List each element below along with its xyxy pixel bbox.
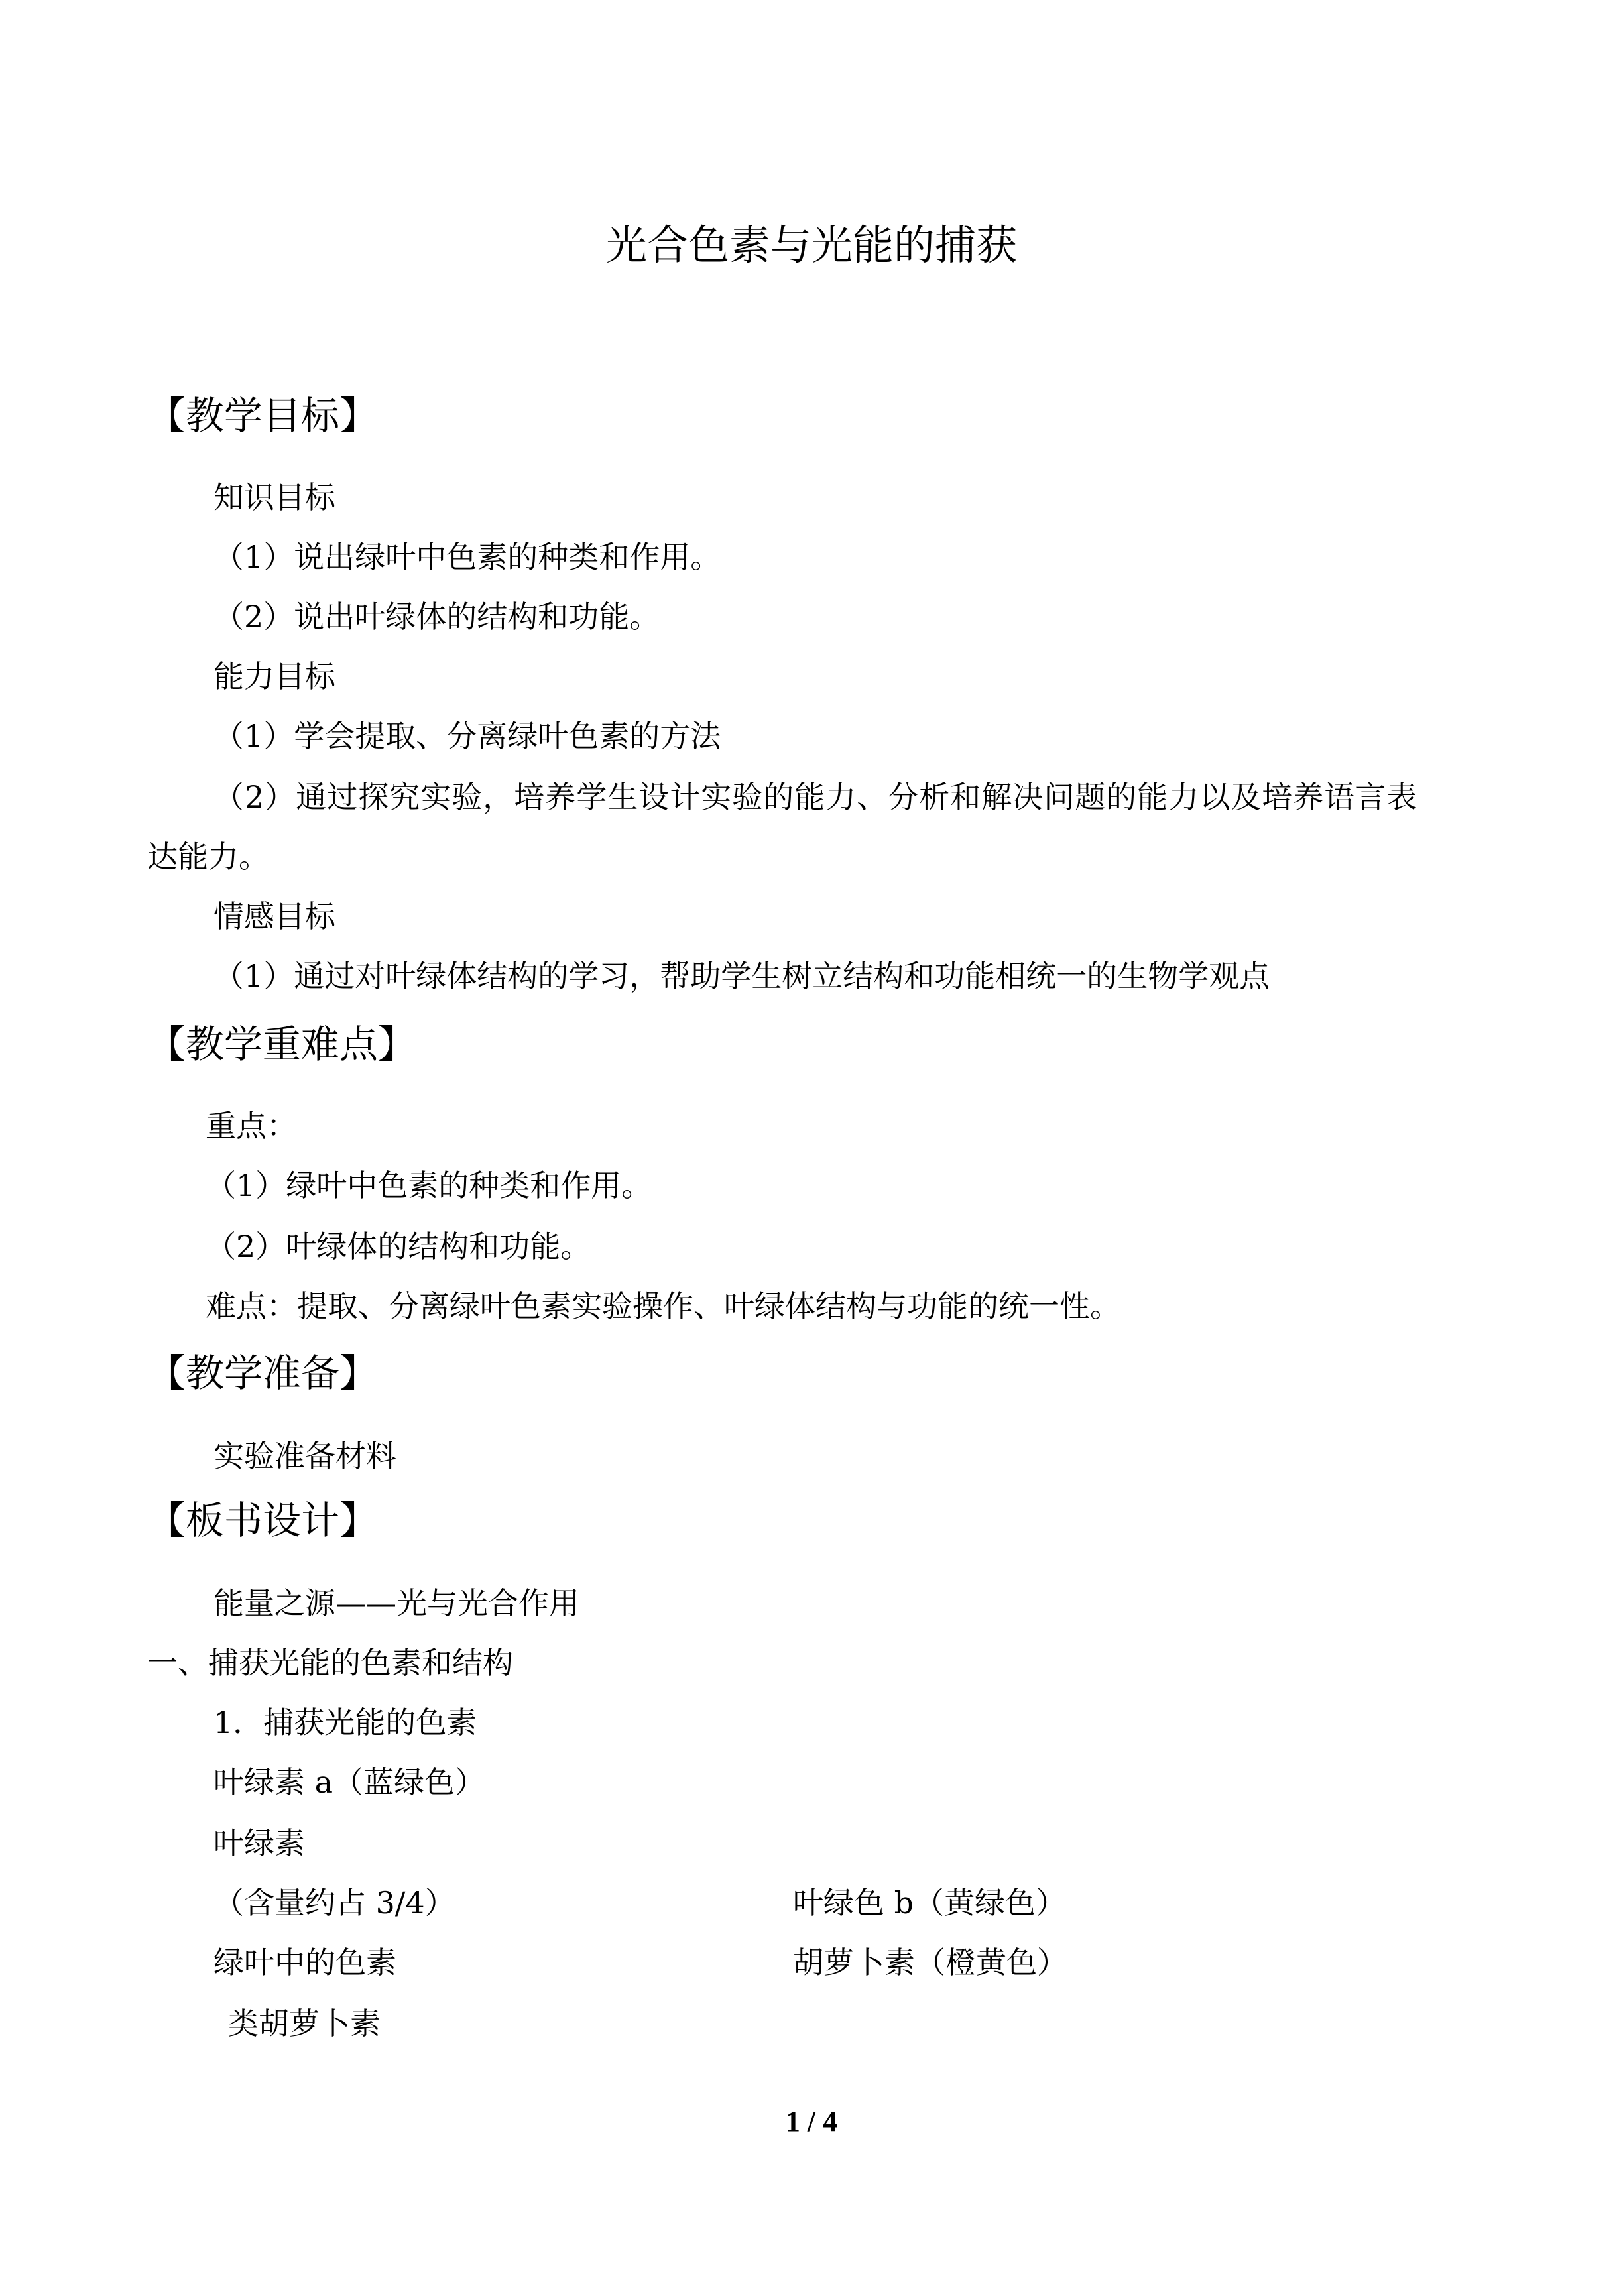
key-label: 重点： [206,1108,297,1144]
difficult-points: 难点：提取、分离绿叶色素实验操作、叶绿体结构与功能的统一性。 [206,1288,1120,1324]
key-item-1: （1）绿叶中色素的种类和作用。 [206,1168,652,1203]
board-line-7-left: 绿叶中的色素 [213,1945,396,1980]
board-line-6-left: （含量约占 3/4） [213,1885,455,1921]
ability-label: 能力目标 [213,658,335,694]
ability-item-2-line-1: （2）通过探究实验，培养学生设计实验的能力、分析和解决问题的能力以及培养语言表 [213,779,1418,815]
knowledge-label: 知识目标 [213,479,335,515]
board-line-2: 一、捕获光能的色素和结构 [147,1645,513,1681]
key-points-heading: 【教学重难点】 [147,1022,417,1067]
knowledge-item-2: （2）说出叶绿体的结构和功能。 [213,599,660,634]
board-line-5: 叶绿素 [213,1825,305,1861]
board-line-6-right: 叶绿色 b（黄绿色） [793,1885,1067,1921]
ability-item-2-line-2: 达能力。 [147,839,269,875]
board-line-1: 能量之源——光与光合作用 [213,1585,579,1621]
board-line-8: 类胡萝卜素 [228,2006,381,2041]
page-title: 光合色素与光能的捕获 [605,221,1017,269]
page-number: 1 / 4 [785,2105,838,2138]
key-item-2: （2）叶绿体的结构和功能。 [206,1229,591,1264]
board-line-7-right: 胡萝卜素（橙黄色） [793,1945,1067,1980]
board-line-4: 叶绿素 a（蓝绿色） [213,1764,486,1800]
objectives-heading: 【教学目标】 [147,393,379,438]
board-line-3: 1．捕获光能的色素 [213,1705,477,1740]
board-heading: 【板书设计】 [147,1498,379,1543]
preparation-content: 实验准备材料 [213,1438,396,1474]
ability-item-1: （1）学会提取、分离绿叶色素的方法 [213,718,721,754]
emotion-item-1: （1）通过对叶绿体结构的学习，帮助学生树立结构和功能相统一的生物学观点 [213,958,1270,994]
preparation-heading: 【教学准备】 [147,1351,379,1396]
knowledge-item-1: （1）说出绿叶中色素的种类和作用。 [213,539,721,575]
emotion-label: 情感目标 [213,898,335,934]
